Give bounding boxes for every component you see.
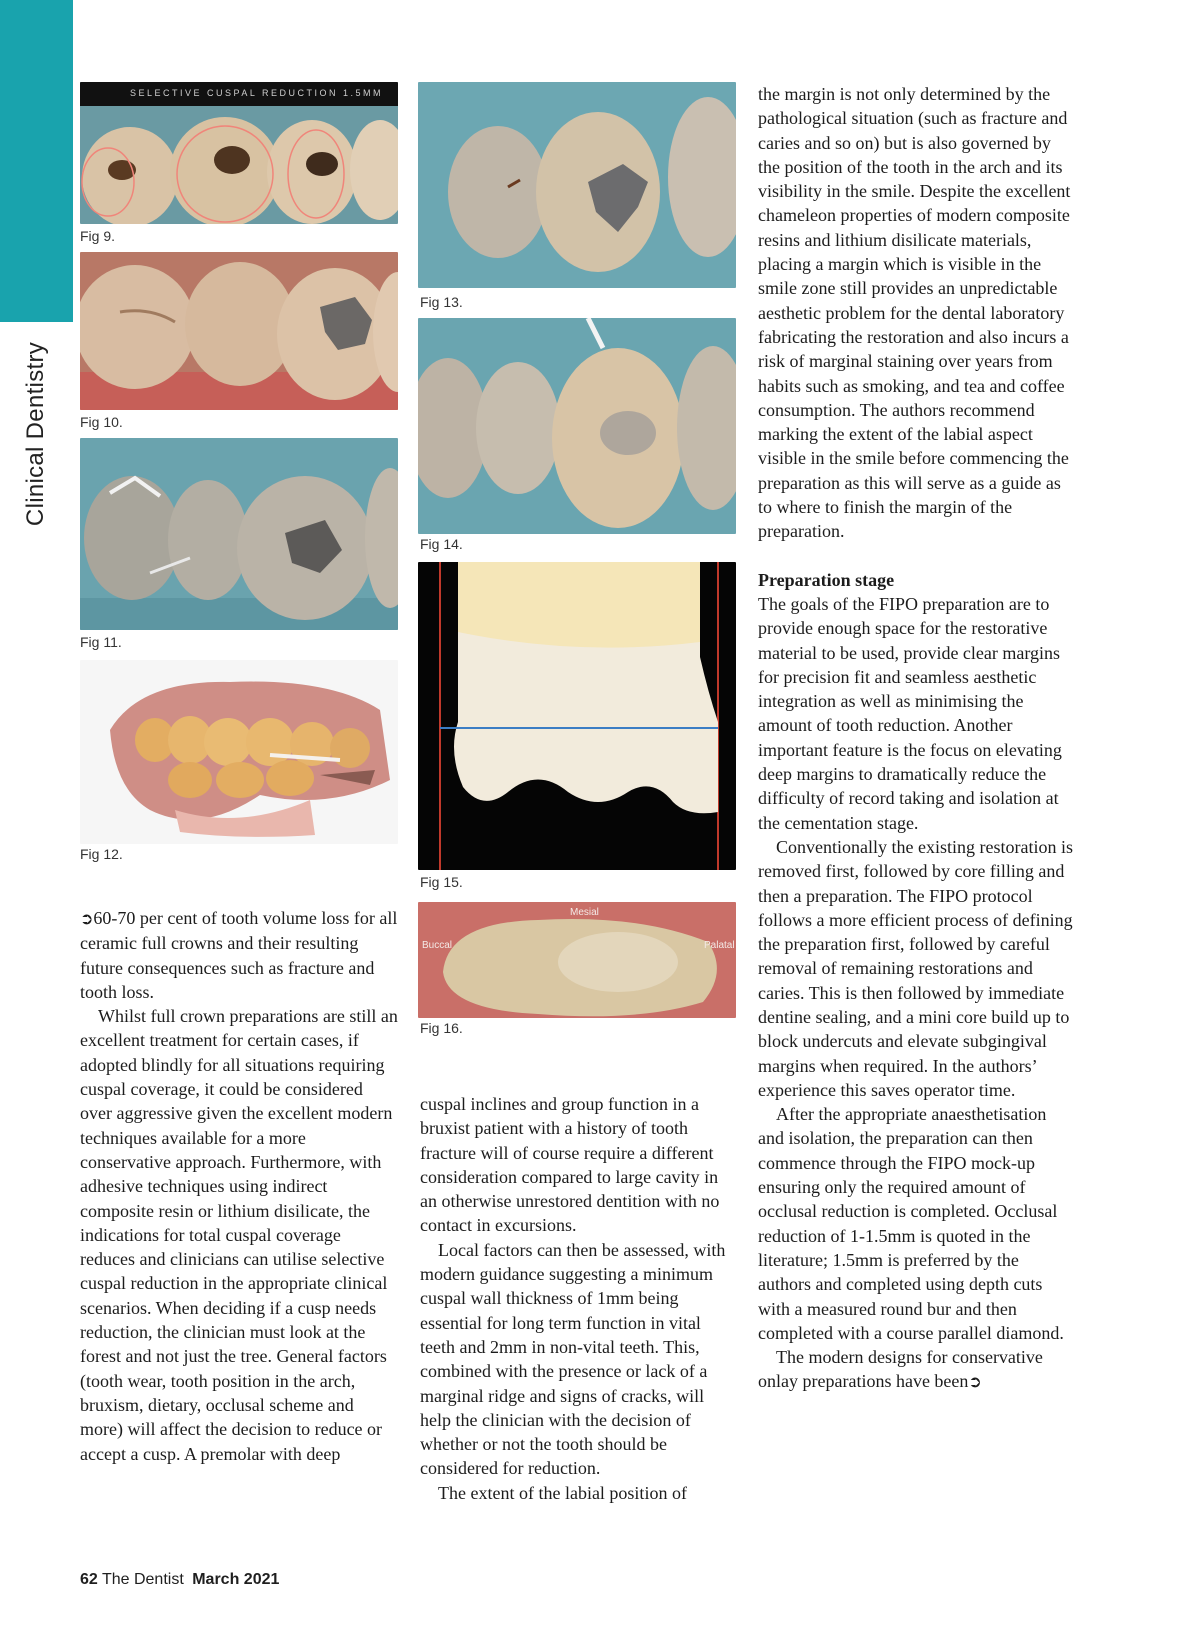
middle-paragraph-2: Local factors can then be assessed, with modern guidance suggesting a minimum cuspal wall thickness of 1mm being essential for long term function in vital teeth and 2mm in non-vital teeth. This, combined with the presence or lack of a marginal ridge and signs of cracks, will help the clinician with the decision of whether or not the tooth should be considered for reduction.	[420, 1239, 726, 1479]
fig15-caption: Fig 15.	[420, 874, 463, 890]
right-paragraph-4: The modern designs for conservative onlay preparations have been➲	[758, 1347, 1043, 1392]
continued-to-arrow: ➲	[968, 1372, 982, 1392]
continued-from-arrow: ➲	[80, 909, 94, 928]
middle-paragraph-3: The extent of the labial position of	[438, 1482, 687, 1503]
fig16-label-buccal: Buccal	[422, 940, 453, 951]
fig9-photo	[80, 82, 398, 224]
fig16-label-mesial: Mesial	[570, 907, 599, 918]
section-accent-bar	[0, 0, 73, 322]
right-paragraph-3: After the appropriate anaesthetisation and isolation, the preparation can then commence through the FIPO mock-up ensuring only the required amount of occlusal reduction is completed. Occlusal reduction of 1-1.5mm is quoted in the literature; 1.5mm is preferred by the authors and completed using depth cuts with a measured round bur and then completed with a course parallel diamond.	[758, 1104, 1064, 1343]
fig9-overlay-text: SELECTIVE CUSPAL REDUCTION 1.5MM	[130, 88, 384, 98]
fig14-caption: Fig 14.	[420, 536, 463, 552]
fig13-photo	[418, 82, 736, 288]
fig15-photo	[418, 562, 736, 870]
publication-name: The Dentist	[101, 1571, 184, 1588]
fig11-caption: Fig 11.	[80, 634, 122, 650]
left-paragraph-2: Whilst full crown preparations are still an excellent treatment for certain cases, if adopted blindly for all situations requiring cuspal coverage, it could be considered over aggressive given the excellent modern techniques available for a more conservative approach. Furthermore, with adhesive techniques using indirect composite resin or lithium disilicate, the indications for total cuspal coverage reduces and clinicians can utilise selective cuspal reduction in the appropriate clinical scenarios. When deciding if a cusp needs reduction, the clinician must look at the forest and not just the tree. General factors (tooth wear, tooth position in the arch, bruxism, dietary, occlusal scheme and more) will affect the decision to reduce or accept a cusp. A premolar with deep	[80, 1006, 398, 1464]
fig12-caption: Fig 12.	[80, 846, 123, 862]
fig12-photo	[80, 660, 398, 844]
middle-text-column	[420, 1092, 738, 1505]
fig10-caption: Fig 10.	[80, 414, 123, 430]
left-paragraph-1: ➲60-70 per cent of tooth volume loss for all ceramic full crowns and their resulting future consequences such as fracture and tooth loss.	[80, 908, 398, 1002]
fig16-photo	[418, 902, 736, 1018]
page-number: 62	[80, 1571, 98, 1588]
right-intro-paragraph: the margin is not only determined by the pathological situation (such as fracture and caries and so on) but is also governed by the position of the tooth in the arch and its visibility in the smile. Despite the excellent chameleon properties of modern composite resins and lithium disilicate materials, placing a margin which is visible in the smile zone still provides an unpredictable aesthetic problem for the dental laboratory fabricating the restoration and also incurs a risk of marginal staining over years from habits such as smoking, and tea and coffee consumption. The authors recommend marking the extent of the labial aspect visible in the smile before commencing the preparation as this will serve as a guide as to where to finish the margin of the preparation.	[758, 84, 1071, 542]
fig10-photo	[80, 252, 398, 410]
right-paragraph-1: The goals of the FIPO preparation are to provide enough space for the restorative material to be used, provide clear margins for precision fit and seamless aesthetic integration as well as minimising the amount of tooth reduction. Another important feature is the focus on elevating deep margins to dramatically reduce the difficulty of record taking and isolation at the cementation stage.	[758, 593, 1062, 833]
left-text-column	[80, 906, 398, 1466]
fig9-caption: Fig 9.	[80, 228, 116, 244]
fig16-caption: Fig 16.	[420, 1020, 463, 1036]
fig13-caption: Fig 13.	[420, 294, 463, 310]
fig14-photo	[418, 318, 736, 534]
section-heading: Preparation stage	[758, 569, 895, 590]
fig16-label-palatal: Palatal	[704, 940, 735, 951]
section-label: Clinical Dentistry	[22, 341, 49, 527]
issue-date: March 2021	[192, 1571, 280, 1588]
right-paragraph-2: Conventionally the existing restoration is removed first, followed by core filling and then a preparation. The FIPO protocol follows a more efficient process of defining the preparation first, followed by careful removal of remaining restorations and caries. This is then followed by immediate dentine sealing, and a mini core build up to block undercuts and elevate subgingival margins when required. In the authors’ experience this saves operator time.	[758, 836, 1073, 1100]
right-text-column	[758, 82, 1076, 1395]
fig11-photo	[80, 438, 398, 630]
page-footer	[80, 1570, 279, 1590]
middle-paragraph-1: cuspal inclines and group function in a bruxist patient with a history of tooth fracture will of course require a different consideration compared to large cavity in an otherwise unrestored dentition with no contact in excursions.	[420, 1094, 720, 1236]
